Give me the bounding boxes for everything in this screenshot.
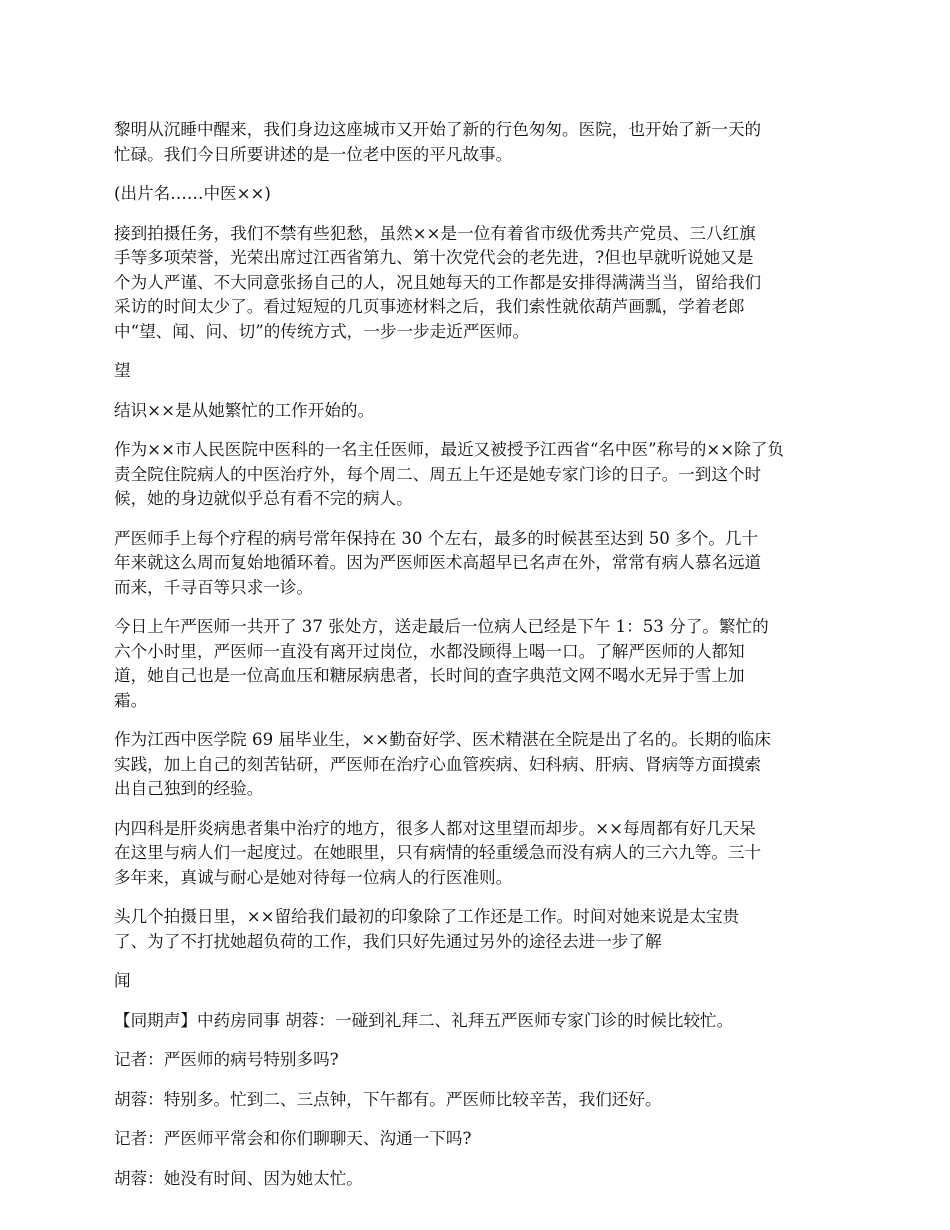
- paragraph-interview-3: 胡蓉：特别多。忙到二、三点钟，下午都有。严医师比较辛苦，我们还好。: [114, 1089, 662, 1109]
- paragraph-assignment: 接到拍摄任务，我们不禁有些犯愁，虽然××是一位有着省市级优秀共产党员、三八红旗 手等多项荣誉，光荣出席过江西省第九、第十次党代会的老先进，?但也早就听说她又是 个为人严谨、不大同意张扬自己的人，况且她每天的工作都是安排得满满当当，留给我们 采访的时间太少了。看过短短的几页事迹材料之后，我们索性就依葫芦画瓢，学着老郎 中“望、闻、问、切”的传统方式，一步一步走近严医师。: [114, 223, 762, 341]
- paragraph-first-days: 头几个拍摄日里，××留给我们最初的印象除了工作还是工作。时间对她来说是太宝贵 了、为了不打扰她超负荷的工作，我们只好先通过另外的途径去进一步了解: [114, 907, 740, 951]
- document-body: [114, 118, 844, 1206]
- paragraph-graduate: 作为江西中医学院 69 届毕业生，××勤奋好学、医术精湛在全院是出了名的。长期的临床 实践，加上自己的刻苦钻研，严医师在治疗心血管疾病、妇科病、肝病、肾病等方面摸索 出自己独到的经验。: [114, 730, 771, 798]
- paragraph-title-card: (出片名……中医××): [114, 184, 271, 203]
- paragraph-interview-5: 胡蓉：她没有时间、因为她太忙。: [114, 1168, 363, 1188]
- paragraph-intro: 黎明从沉睡中醒来，我们身边这座城市又开始了新的行色匆匆。医院，也开始了新一天的 忙碌。我们今日所要讲述的是一位老中医的平凡故事。: [114, 120, 762, 164]
- paragraph-interview-4: 记者：严医师平常会和你们聊聊天、沟通一下吗?: [114, 1129, 472, 1148]
- section-heading-wen: 闻: [114, 971, 131, 990]
- paragraph-patient-load: 严医师手上每个疗程的病号常年保持在 30 个左右，最多的时候甚至达到 50 多个。几十 年来就这么周而复始地循环着。因为严医师医术高超早已名声在外，常常有病人慕名远道 而来，千寻百等只求一诊。: [114, 528, 762, 597]
- paragraph-ward: 内四科是肝炎病患者集中治疗的地方，很多人都对这里望而却步。××每周都有好几天呆 在这里与病人们一起度过。在她眼里，只有病情的轻重缓急而没有病人的三六九等。三十 多年来，真诚与耐心是她对待每一位病人的行医准则。: [114, 818, 762, 887]
- paragraph-acquaintance: 结识××是从她繁忙的工作开始的。: [114, 400, 375, 420]
- paragraph-interview-1: 【同期声】中药房同事 胡蓉：一碰到礼拜二、礼拜五严医师专家门诊的时候比较忙。: [114, 1010, 734, 1030]
- paragraph-today: 今日上午严医师一共开了 37 张处方，送走最后一位病人已经是下午 1：53 分了。繁忙的 六个小时里，严医师一直没有离开过岗位，水都没顾得上喝一口。了解严医师的人都知 道，她自己也是一位高血压和糖尿病患者，长时间的查字典范文网不喝水无异于雪上加 霜。: [114, 617, 769, 710]
- section-heading-wang: 望: [114, 361, 131, 380]
- paragraph-role: 作为××市人民医院中医科的一名主任医师，最近又被授予江西省“名中医”称号的××除了负 责全院住院病人的中医治疗外，每个周二、周五上午还是她专家门诊的日子。一到这个时 候，她的身边就似乎总有看不完的病人。: [114, 440, 784, 508]
- paragraph-interview-2: 记者：严医师的病号特别多吗?: [114, 1050, 339, 1069]
